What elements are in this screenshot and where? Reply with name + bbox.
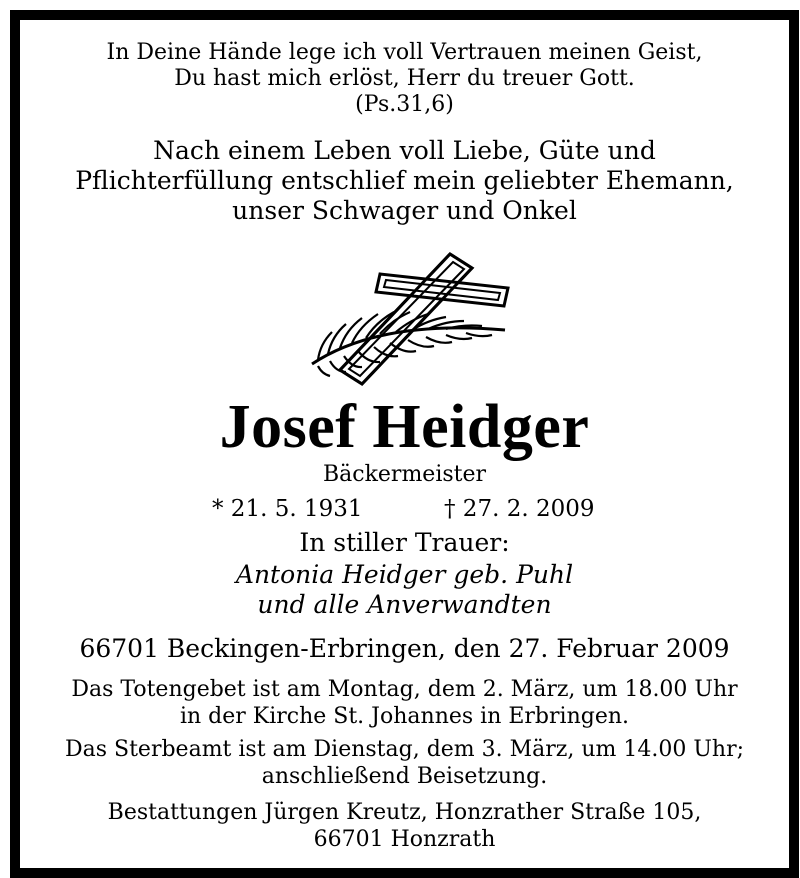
- mourner-line-1: Antonia Heidger geb. Puhl: [235, 560, 574, 589]
- mourning-heading: In stiller Trauer:: [299, 528, 510, 557]
- intro-line-3: unser Schwager und Onkel: [232, 196, 577, 225]
- verse-reference: (Ps.31,6): [355, 92, 454, 117]
- service-line-2: in der Kirche St. Johannes in Erbringen.: [179, 704, 630, 729]
- service-line-4: anschließend Beisetzung.: [261, 764, 548, 789]
- intro-line-1: Nach einem Leben voll Liebe, Güte und: [153, 136, 656, 165]
- undertaker-line-1: Bestattungen Jürgen Kreutz, Honzrather Straße 105,: [107, 800, 702, 825]
- place-date: 66701 Beckingen-Erbringen, den 27. Februar 2009: [79, 634, 730, 663]
- deceased-profession: Bäckermeister: [322, 462, 487, 487]
- service-line-1: Das Totengebet ist am Montag, dem 2. März, um 18.00 Uhr: [71, 677, 738, 702]
- obituary-notice: [10, 10, 799, 878]
- undertaker-line-2: 66701 Honzrath: [313, 827, 496, 852]
- verse-line-2: Du hast mich erlöst, Herr du treuer Gott.: [174, 66, 635, 91]
- cross-with-palm-frond-icon: [300, 244, 510, 394]
- birth-date: * 21. 5. 1931: [212, 496, 363, 522]
- verse-line-1: In Deine Hände lege ich voll Vertrauen meinen Geist,: [106, 40, 703, 65]
- death-date: † 27. 2. 2009: [444, 496, 595, 522]
- intro-line-2: Pflichterfüllung entschlief mein geliebter Ehemann,: [75, 166, 734, 195]
- mourner-line-2: und alle Anverwandten: [257, 590, 552, 619]
- service-line-3: Das Sterbeamt ist am Dienstag, dem 3. März, um 14.00 Uhr;: [64, 737, 745, 762]
- deceased-name: Josef Heidger: [219, 393, 590, 461]
